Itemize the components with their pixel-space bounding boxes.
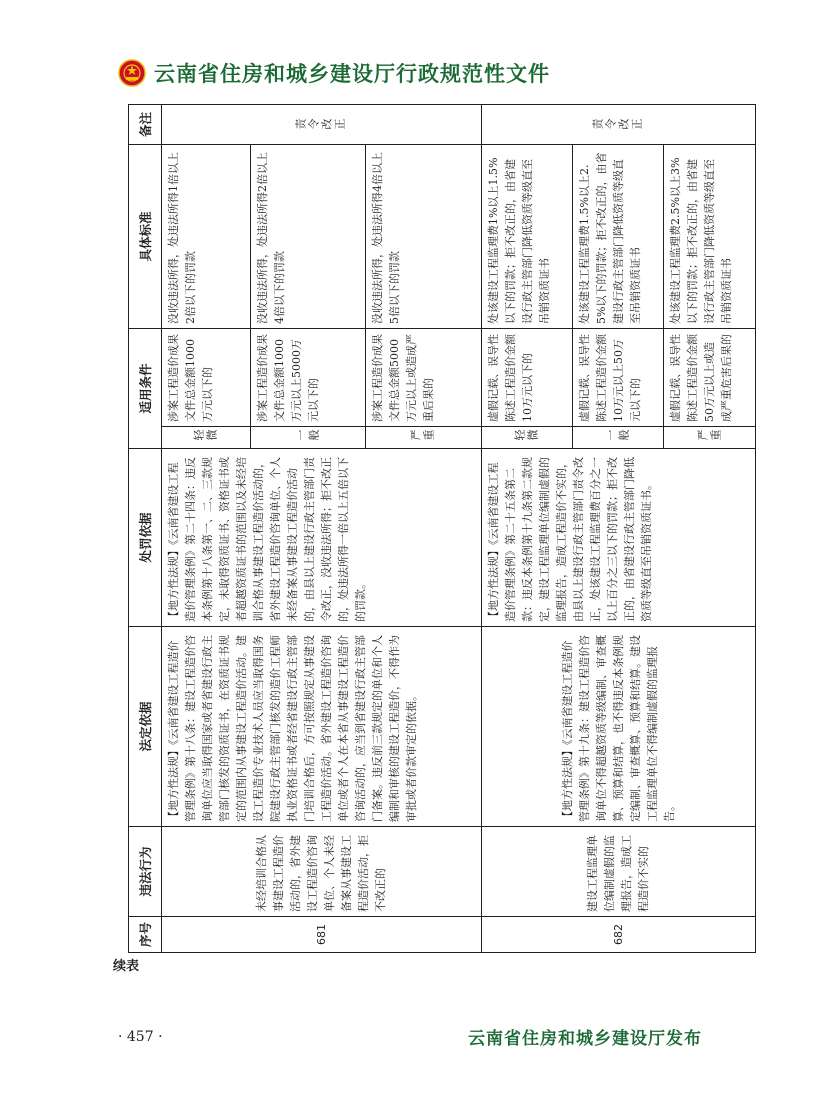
level-label: 轻微: [193, 429, 220, 442]
standard-cell: 没收违法所得，处违法所得1倍以上2倍以下的罚款: [162, 144, 251, 328]
table-header-row: [129, 104, 162, 952]
condition-cell: 虚假记载、误导性陈述工程造价金额50万元以上或造成严重危害后果的: [664, 328, 756, 426]
level-cell: [573, 427, 664, 449]
document-header: [118, 58, 550, 88]
col-penalty-basis: 处罚依据: [129, 449, 162, 627]
table-row: [481, 104, 572, 952]
page-number: · 457 ·: [118, 1029, 163, 1045]
col-conditions: 适用条件: [129, 328, 162, 448]
level-label: 轻微: [513, 429, 540, 442]
condition-cell: 虚假记载、误导性陈述工程造价金额10万元以下的: [481, 328, 572, 426]
level-cell: [162, 427, 251, 449]
col-remarks: 备注: [129, 104, 162, 144]
publisher: 云南省住房和城乡建设厅发布: [468, 1029, 702, 1049]
row-penalty-basis: 【地方性法规】《云南省建设工程造价管理条例》第二十五条第二款：违反本条例第十九条第二款规定，建设工程监理单位编制虚假的监理报告，造成工程造价不实的，由县以上建设行政主管部门责令改正，处该建设工程监理费百分之一以上百分之三以下的罚款；拒不改正的，由省建设行政主管部门降低资质等级直至吊销资质证书。: [481, 449, 755, 627]
standard-cell: 处该建设工程监理费2.5%以上3%以下的罚款；拒不改正的，由省建设行政主管部门降低资质等级直至吊销资质证书: [664, 144, 756, 328]
remark-text: 责令改正: [295, 117, 348, 131]
row-behavior: 未经培训合格从事建设工程造价活动的，省外建设工程造价咨询单位、个人未经备案从事建设工程造价活动，拒不改正的: [162, 827, 482, 917]
standard-cell: 处该建设工程监理费1.5%以上2.5%以下的罚款；拒不改正的，由省建设行政主管部门降低资质等级直至吊销资质证书: [573, 144, 664, 328]
level-cell: [664, 427, 756, 449]
row-legal-basis: 【地方性法规】《云南省建设工程造价管理条例》第十九条：建设工程造价咨询单位不得超越资质等级编制、审查概算、预算和结算，也不得违反本条例规定编制、审查概算、预算和结算。建设工程监理单位不得编制虚假的监理报告。: [481, 627, 755, 827]
level-cell: [481, 427, 572, 449]
col-behavior: 违法行为: [129, 827, 162, 917]
remark-cell: [481, 104, 755, 144]
condition-cell: 虚假记载、误导性陈述工程造价金额10万元以上50万元以下的: [573, 328, 664, 426]
level-label: 一般: [605, 429, 632, 442]
continued-label: 续表: [113, 959, 140, 974]
rotated-table: [128, 105, 756, 953]
penalty-table: [128, 104, 756, 953]
standard-cell: 没收违法所得，处违法所得4倍以上5倍以下的罚款: [366, 144, 481, 328]
condition-cell: 涉案工程造价成果文件总金额1000万元以下的: [162, 328, 251, 426]
row-legal-basis: 【地方性法规】《云南省建设工程造价管理条例》第十八条：建设工程造价咨询单位应当取得国家或者省建设行政主管部门核发的资质证书，在资质证书规定的范围内从事建设工程造价活动。建设工程造价专业技术人员应当取得国务院建设行政主管部门核发的造价工程师执业资格证书或者经省建设行政主管部门培训合格后，方可按照规定从事建设工程造价活动。省外建设工程造价咨询单位或者个人在本省从事建设工程造价咨询活动的，应当到省建设行政主管部门备案。违反前三款规定的单位和个人编制和审核的建设工程造价，不得作为审批或者价款审定的依据。: [162, 627, 482, 827]
remark-text: 责令改正: [592, 117, 645, 131]
level-label: 严重: [410, 429, 437, 442]
standard-cell: 处该建设工程监理费1%以上1.5%以下的罚款；拒不改正的，由省建设行政主管部门降低资质等级直至吊销资质证书: [481, 144, 572, 328]
row-behavior: 建设工程监理单位编制虚假的监理报告，造成工程造价不实的: [481, 827, 755, 917]
level-cell: [366, 427, 481, 449]
level-cell: [251, 427, 366, 449]
header-title: 云南省住房和城乡建设厅行政规范性文件: [154, 62, 550, 86]
row-index: 682: [481, 917, 755, 953]
level-label: 严重: [696, 429, 723, 442]
row-index: 681: [162, 917, 482, 953]
remark-cell: [162, 104, 482, 144]
condition-cell: 涉案工程造价成果文件总金额1000万元以上5000万元以下的: [251, 328, 366, 426]
row-penalty-basis: 【地方性法规】《云南省建设工程造价管理条例》第二十四条：违反本条例第十八条第一、二、三款规定，未取得资质证书、资格证书或者超越资质证书的范围以及未经培训合格从事建设工程造价活动的，省外建设工程造价咨询单位、个人未经备案从事建设工程造价活动的，由县以上建设行政主管部门责令改正，没收违法所得；拒不改正的，处违法所得一倍以上五倍以下的罚款。: [162, 449, 482, 627]
national-emblem-icon: [118, 59, 146, 87]
table-row: [162, 104, 251, 952]
condition-cell: 涉案工程造价成果文件总金额5000万元以上或造成严重后果的: [366, 328, 481, 426]
col-standard: 具体标准: [129, 144, 162, 328]
col-index: 序号: [129, 917, 162, 953]
level-label: 一般: [295, 429, 322, 442]
standard-cell: 没收违法所得，处违法所得2倍以上4倍以下的罚款: [251, 144, 366, 328]
col-legal-basis: 法定依据: [129, 627, 162, 827]
